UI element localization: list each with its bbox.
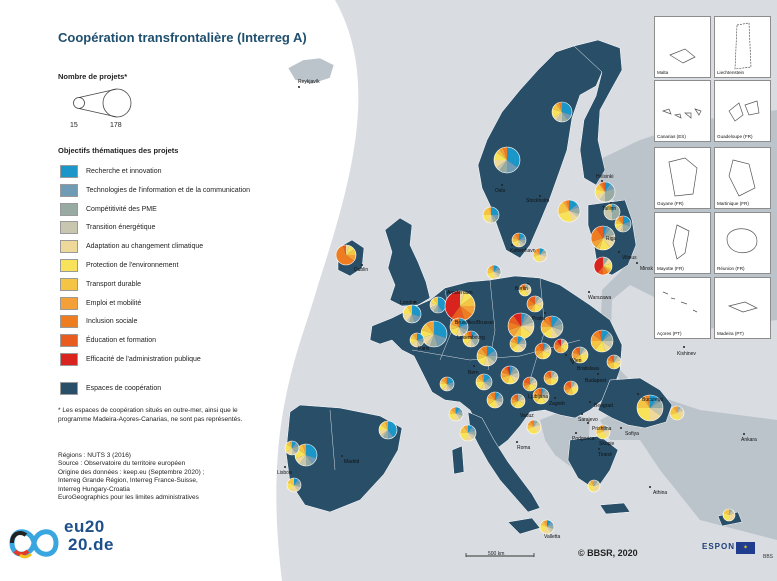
eu-flag-icon: ✶: [736, 542, 755, 554]
city-label: Roma: [517, 445, 531, 451]
source-line: Interreg Hungary-Croatia: [58, 485, 130, 493]
city-label: Vilnius: [622, 255, 637, 261]
project-pie: [512, 233, 526, 247]
project-pie: [607, 355, 621, 369]
project-pie: [487, 265, 501, 279]
legend-swatch: [60, 203, 78, 216]
legend-swatch: [60, 353, 78, 366]
source-line: EuroGeographics pour les limites administratives: [58, 494, 199, 502]
city-label: Tiranë: [598, 452, 612, 458]
eu2020-logo: [6, 517, 126, 567]
city-label: Tallinn: [602, 206, 617, 212]
bbsr-logo: BBS: [763, 554, 774, 560]
inset-label: Liechtenstein: [717, 70, 745, 75]
city-label: Ljubljana: [528, 394, 549, 400]
inset-shape: [655, 278, 710, 338]
project-pie: [615, 216, 631, 232]
project-pie: [588, 480, 600, 492]
project-pie: [410, 333, 424, 347]
source-line: Origine des données : keep.eu (Septembre 2020) ;: [58, 468, 205, 476]
legend-label: Compétitivité des PME: [86, 205, 157, 213]
legend-label: Transport durable: [86, 280, 141, 288]
legend-item: [60, 203, 157, 216]
legend-item: [60, 240, 203, 253]
city-label: Praha: [532, 316, 546, 322]
city-label: Vaduz: [520, 413, 534, 419]
legend-item: [60, 278, 141, 291]
scale-label: 500 km: [488, 551, 505, 557]
inset-shape: [715, 81, 770, 141]
inset-map: [654, 147, 711, 209]
city-label: Amsterdam: [447, 290, 473, 296]
footnote: * Les espaces de coopération situés en outre-mer, ainsi que le programme Madeira-Açores-Canarias, ne sont pas représentés.: [58, 407, 243, 423]
inset-label: Mayotte (FR): [657, 266, 684, 271]
inset-map: [714, 147, 771, 209]
legend-item: [60, 315, 137, 328]
city-label: Beograd: [594, 403, 613, 409]
size-legend-max: 178: [110, 122, 122, 129]
legend-item: [60, 165, 162, 178]
city-label: Athina: [653, 490, 668, 496]
project-pie: [379, 421, 397, 439]
project-pie: [527, 420, 541, 434]
project-pie: [595, 182, 615, 202]
project-pie: [527, 296, 543, 312]
city-label: Reykjavík: [298, 79, 320, 85]
map-title: Coopération transfrontalière (Interreg A): [58, 30, 307, 45]
area-legend-swatch: [60, 382, 78, 395]
project-pie: [336, 245, 356, 265]
project-pie: [594, 257, 612, 275]
project-pie: [477, 346, 497, 366]
inset-map: [714, 16, 771, 78]
legend-swatch: [60, 315, 78, 328]
source-notes: [58, 452, 298, 502]
source-line: Source : Observatoire du territoire européen: [58, 460, 186, 468]
project-pie: [476, 374, 492, 390]
city-label: Helsinki: [596, 174, 614, 180]
legend-label: Inclusion sociale: [86, 318, 138, 326]
inset-shape: [655, 148, 710, 208]
legend-item: [60, 184, 250, 197]
project-pie: [483, 207, 499, 223]
size-legend-title: Nombre de projets*: [58, 72, 128, 81]
inset-map: [654, 277, 711, 339]
project-pie: [430, 297, 446, 313]
city-label: Valletta: [544, 534, 561, 540]
city-label: København: [510, 248, 536, 254]
copyright: © BBSR, 2020: [578, 548, 638, 558]
inset-label: Malta: [657, 70, 669, 75]
project-pie: [552, 102, 572, 122]
project-pie: [670, 406, 684, 420]
inset-map: [654, 16, 711, 78]
legend-label: Technologies de l'information et de la communication: [86, 186, 250, 194]
city-label: Podgorica: [572, 436, 595, 442]
inset-label: Réunion (FR): [717, 266, 745, 271]
city-label: Ankara: [741, 437, 757, 443]
city-label: Paris: [418, 346, 430, 352]
city-label: Sofiya: [625, 431, 639, 437]
logo-line2: 20.de: [68, 535, 114, 554]
project-pie: [523, 377, 537, 391]
project-pie: [558, 200, 580, 222]
area-legend-row: [60, 382, 161, 395]
legend-swatch: [60, 334, 78, 347]
legend-swatch: [60, 278, 78, 291]
legend-label: Adaptation au changement climatique: [86, 243, 204, 251]
legend-swatch: [60, 165, 78, 178]
city-label: Zagreb: [549, 401, 565, 407]
inset-shape: [655, 81, 710, 141]
city-label: Berlin: [515, 286, 528, 292]
city-label: Dublin: [354, 267, 369, 273]
legend-swatch: [60, 259, 78, 272]
inset-label: Martinique (FR): [717, 201, 749, 206]
inset-map: [654, 212, 711, 274]
legend-label: Efficacité de l'administration publique: [86, 356, 201, 363]
project-pie: [723, 509, 735, 521]
project-pie: [487, 392, 503, 408]
size-legend-min: 15: [70, 122, 78, 129]
inset-map: [714, 212, 771, 274]
project-pie: [544, 371, 558, 385]
legend-item: [60, 259, 178, 272]
city-label: Minsk: [640, 266, 654, 272]
city-label: Luxembourg: [457, 335, 485, 341]
project-pie: [403, 305, 421, 323]
city-label: Oslo: [495, 188, 506, 194]
city-label: Madrid: [344, 459, 360, 465]
city-label: Prishtina: [592, 426, 612, 432]
inset-label: Guyane (FR): [657, 201, 684, 206]
legend-label: Transition énergétique: [86, 224, 156, 232]
inset-shape: [655, 17, 710, 77]
inset-shape: [715, 17, 770, 77]
thematic-legend-title: Objectifs thématiques des projets: [58, 146, 179, 155]
project-pie: [501, 366, 519, 384]
inset-map: [714, 277, 771, 339]
project-pie: [508, 313, 534, 339]
infinity-icon: [6, 517, 62, 567]
inset-map: [654, 80, 711, 142]
legend-item: [60, 353, 201, 366]
city-label: Bratislava: [577, 366, 599, 372]
project-pie: [511, 394, 525, 408]
logo-line1: eu20: [64, 517, 105, 536]
city-label: Riga: [606, 236, 617, 242]
legend-label: Emploi et mobilité: [86, 299, 142, 307]
project-pie: [554, 339, 568, 353]
legend-item: [60, 221, 155, 234]
legend-swatch: [60, 184, 78, 197]
inset-map: [714, 80, 771, 142]
project-pie: [460, 425, 476, 441]
inset-label: Guadeloupe (FR): [717, 134, 753, 139]
inset-shape: [715, 213, 770, 273]
source-line: Interreg Grande Région, Interreg France-Suisse,: [58, 477, 198, 485]
legend-label: Éducation et formation: [86, 337, 157, 345]
inset-shape: [715, 278, 770, 338]
area-legend-label: Espaces de coopération: [86, 385, 162, 392]
project-pie: [564, 381, 578, 395]
city-label: London: [400, 300, 417, 306]
inset-shape: [715, 148, 770, 208]
inset-shape: [655, 213, 710, 273]
project-pie: [421, 321, 447, 347]
city-label: Sarajevo: [578, 417, 598, 423]
city-label: Bern: [468, 370, 479, 376]
city-label: Bruxelles/Brussel: [455, 320, 494, 326]
inset-label: Madeira (PT): [717, 331, 744, 336]
legend-item: [60, 334, 156, 347]
project-pie: [540, 520, 554, 534]
city-label: Lisboa: [277, 470, 292, 476]
project-pie: [449, 407, 463, 421]
espon-logo: ESPON: [702, 542, 736, 551]
legend-item: [60, 297, 141, 310]
project-pie: [535, 343, 551, 359]
city-label: Stockholm: [526, 198, 550, 204]
project-pie: [494, 147, 520, 173]
legend-label: Recherche et innovation: [86, 168, 162, 175]
project-pie: [591, 330, 613, 352]
inset-label: Canarias (ES): [657, 134, 686, 139]
city-label: Warszawa: [588, 295, 612, 301]
city-label: Budapest: [585, 378, 607, 384]
legend-swatch: [60, 221, 78, 234]
city-label: Skopje: [599, 441, 615, 447]
source-line: Régions : NUTS 3 (2016): [58, 452, 131, 459]
city-label: Kishinev: [677, 351, 696, 357]
legend-swatch: [60, 297, 78, 310]
inset-label: Açores (PT): [657, 331, 682, 336]
project-pie: [510, 336, 526, 352]
project-pie: [440, 377, 454, 391]
city-label: Wien: [570, 358, 582, 364]
legend-swatch: [60, 240, 78, 253]
city-label: Bucureşti: [642, 397, 663, 403]
legend-label: Protection de l'environnement: [86, 262, 179, 269]
